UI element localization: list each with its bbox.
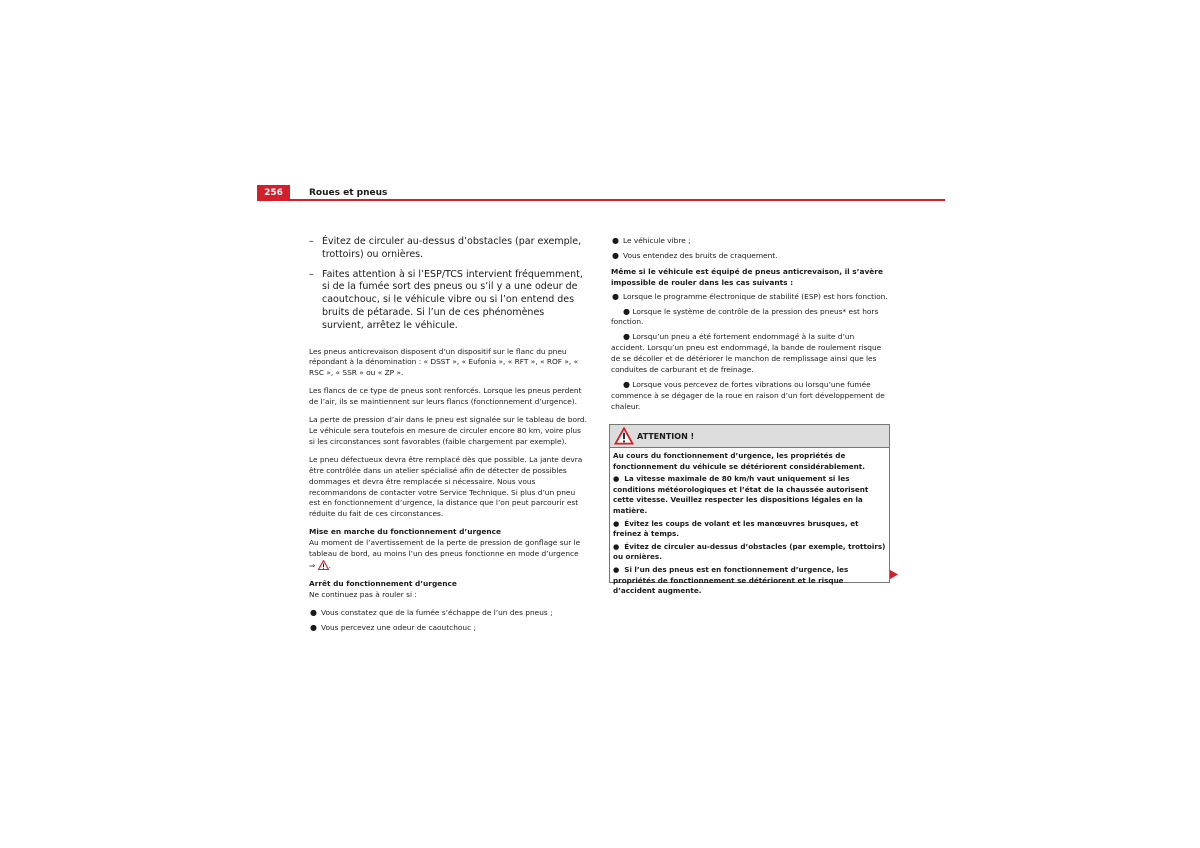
dash-item: – Évitez de circuler au-dessus d’obstacles (par exemple, trottoirs) ou ornières. [309, 236, 582, 260]
header-rule [257, 199, 945, 201]
page-number: 256 [257, 185, 290, 201]
list-item: ● Lorsque vous percevez de fortes vibrations ou lorsqu’une fumée commence à se dégager de la roue en raison d’un fort développement de chaleur. [611, 379, 885, 411]
paragraph: Au moment de l’avertissement de la perte de pression de gonflage sur le tableau de bord, au moins l’un des pneus fonctionne en mode d’urgence ⇒ . [309, 538, 581, 570]
warning-header [610, 425, 889, 448]
paragraph: Les flancs de ce type de pneus sont renforcés. Lorsque les pneus perdent de l’air, ils se maintiennent sur leurs flancs (fonctionnement d’urgence). [309, 386, 582, 407]
left-column [309, 236, 587, 638]
warning-item: ● Évitez les coups de volant et les manœuvres brusques, et freinez à temps. [613, 518, 859, 539]
warning-title: ATTENTION ! [637, 432, 695, 441]
warning-intro: Au cours du fonctionnement d’urgence, les propriétés de fonctionnement du véhicule se détériorent considérablement. [613, 451, 865, 471]
list-item: ● Vous entendez des bruits de craquement. [612, 250, 778, 260]
warning-item: ● La vitesse maximale de 80 km/h vaut uniquement si les conditions météorologiques et l’état de la chaussée autorisent cette vitesse. Veuillez respecter les dispositions légales en la matière. [613, 474, 869, 515]
list-item: ● Lorsque le programme électronique de stabilité (ESP) est hors fonction. [612, 291, 888, 301]
paragraph: Les pneus anticrevaison disposent d’un dispositif sur le flanc du pneu répondant à la dénomination : « DSST », « Eufonia », « RFT », « ROF », « RSC », « SSR » ou « ZP ». [309, 346, 579, 378]
warning-triangle-icon [614, 427, 634, 445]
list-item: ● Lorsque le système de contrôle de la pression des pneus* est hors fonction. [611, 306, 879, 327]
paragraph: La perte de pression d’air dans le pneu est signalée sur le tableau de bord. Le véhicule sera toutefois en mesure de circuler encore 80 km, voire plus si les circonstances sont favorables (faible chargement par exemple). [309, 415, 587, 446]
paragraph: Ne continuez pas à rouler si : [309, 589, 417, 599]
subheading: Arrêt du fonctionnement d’urgence [309, 578, 457, 588]
dash-item: – Faites attention à si l’ESP/TCS intervient fréquemment, si de la fumée sort des pneus ou s’il y a une odeur de caoutchouc, si le véhicule vibre ou si l’on entend des bruits de pétarade. Si l’un de ces phénomènes survient, arrêtez le véhicule. [309, 268, 583, 331]
section-title: Roues et pneus [309, 188, 388, 198]
paragraph: Le pneu défectueux devra être remplacé dès que possible. La jante devra être contrôlée dans un atelier spécialisé afin de détecter de possibles dommages et devra être remplacée si nécessaire. Nous vous recommandons de contacter votre Service Technique. Si plus d’un pneu est en fonctionnement d’urgence, la distance que l’on peut parcourir est réduite du fait de ces circonstances. [309, 454, 583, 519]
warning-box [609, 424, 890, 596]
warning-body [610, 448, 889, 597]
subheading: Mise en marche du fonctionnement d’urgence [309, 527, 502, 537]
warning-item: ● Si l’un des pneus est en fonctionnement d’urgence, les propriétés de fonctionnement se détériorent et le risque d’accident augmente. [613, 564, 849, 596]
list-item: ● Vous percevez une odeur de caoutchouc ; [310, 622, 476, 632]
warning-triangle-icon[interactable] [318, 560, 329, 570]
list-item: ● Le véhicule vibre ; [612, 236, 691, 245]
warning-item: ● Évitez de circuler au-dessus d’obstacles (par exemple, trottoirs) ou ornières. [613, 541, 886, 562]
dash-list [309, 236, 587, 333]
subheading: Même si le véhicule est équipé de pneus anticrevaison, il s’avère impossible de rouler dans les cas suivants : [611, 266, 883, 287]
right-column [611, 236, 889, 417]
next-page-arrow-icon[interactable] [890, 570, 898, 579]
list-item: ● Lorsqu’un pneu a été fortement endommagé à la suite d’un accident. Lorsqu’un pneu est endommagé, la bande de roulement risque de se décoller et de détériorer le manchon de remplissage ainsi que les conduites de carburant et de freinage. [611, 332, 882, 375]
cross-reference: ⇒ [309, 560, 316, 570]
list-item: ● Vous constatez que de la fumée s’échappe de l’un des pneus ; [310, 607, 553, 617]
